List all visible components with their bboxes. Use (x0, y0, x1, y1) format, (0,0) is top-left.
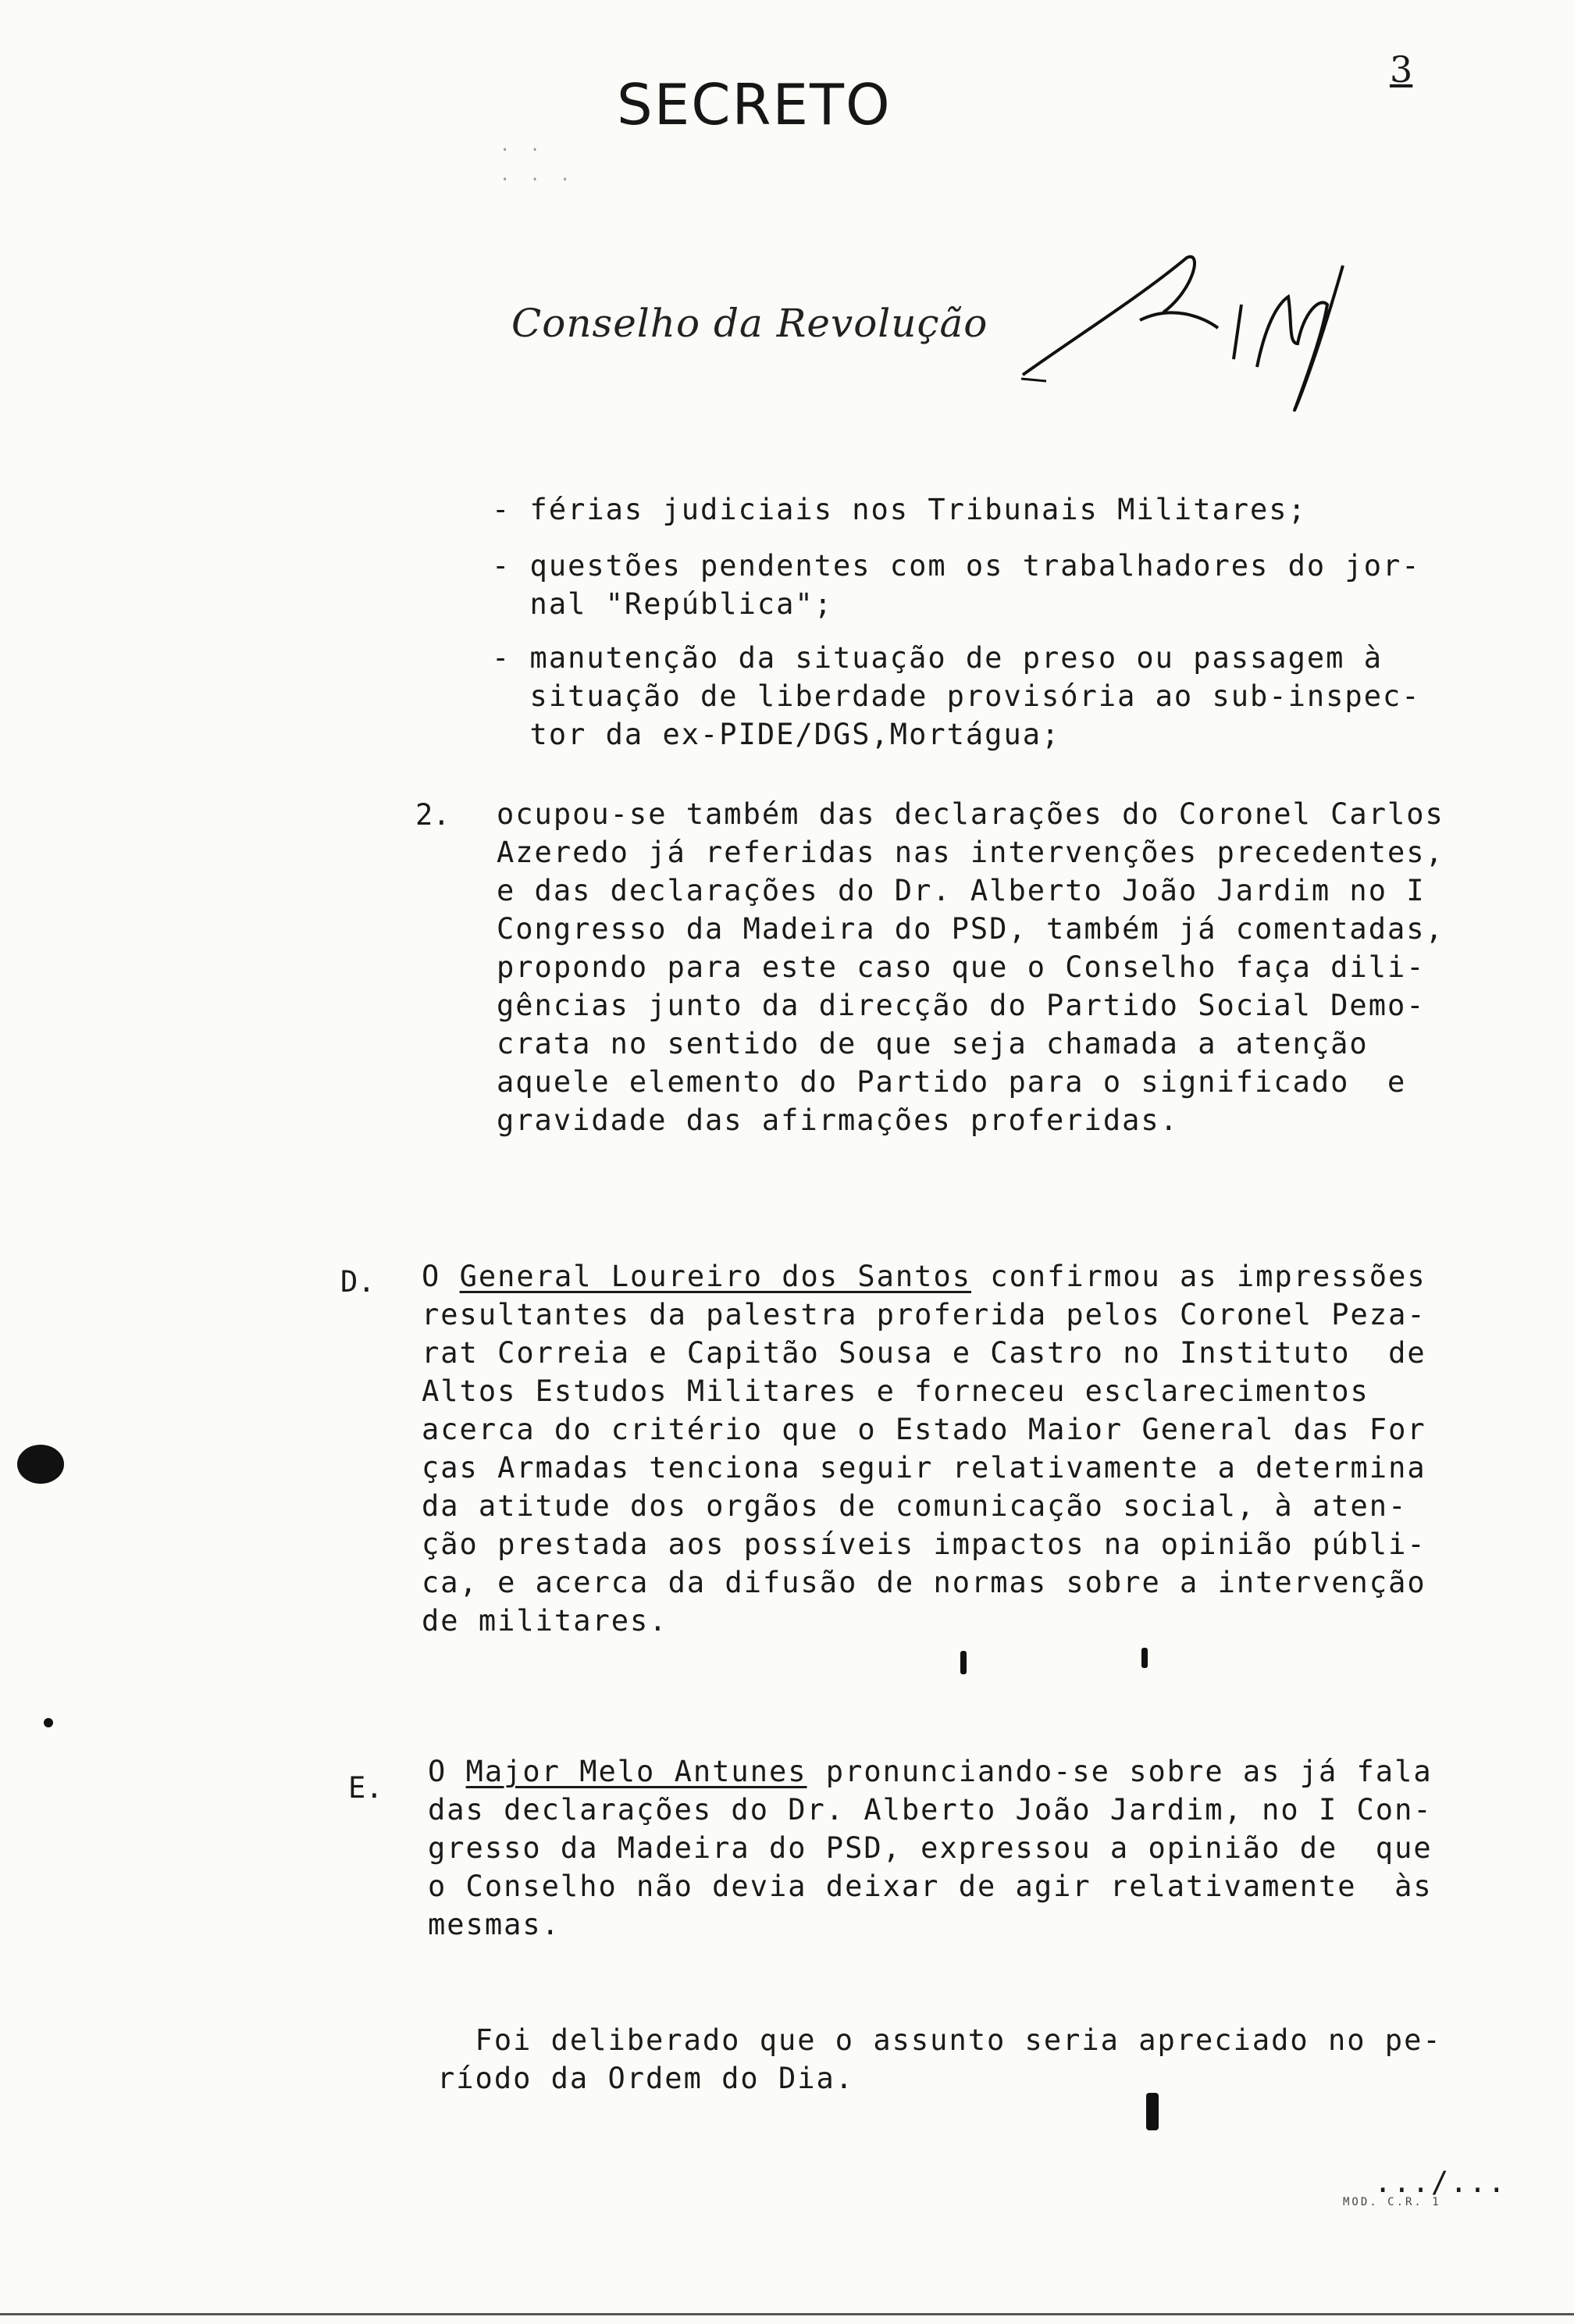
page-bottom-rule (0, 2313, 1574, 2315)
secreto-stamp: SECRETO (617, 72, 892, 137)
deliberation-paragraph: Foi deliberado que o assunto seria apreciado no pe- ríodo da Ordem do Dia. (437, 2023, 1442, 2095)
stamp-faint-line-2: · · · (500, 170, 575, 190)
continuation-mark: .../... (1374, 2165, 1507, 2199)
item-number: 2. (415, 798, 450, 832)
scan-speck (1146, 2093, 1159, 2130)
section-e-first-rest: pronunciando-se sobre as já fala (807, 1755, 1433, 1788)
speaker-name: General Loureiro dos Santos (459, 1260, 972, 1293)
letterhead-title: Conselho da Revolução (511, 301, 988, 346)
bullet-item: - férias judiciais nos Tribunais Militares; (492, 493, 1307, 526)
section-letter-d: D. (340, 1265, 376, 1299)
bullet-item: - questões pendentes com os trabalhadores do jor- nal "República"; (492, 549, 1421, 621)
section-d-prefix: O (422, 1260, 460, 1293)
scan-speck (1141, 1648, 1148, 1668)
speaker-name: Major Melo Antunes (465, 1755, 807, 1788)
section-letter-e: E. (348, 1771, 383, 1805)
section-e-prefix: O (428, 1755, 466, 1788)
form-code: MOD. C.R. 1 (1343, 2196, 1441, 2208)
item-2-paragraph: ocupou-se também das declarações do Coronel Carlos Azeredo já referidas nas intervenções precedentes, e das declarações do Dr. Alberto João Jardim no I Congresso da Madeira do PSD, também já comentadas, propondo para este caso que o Conselho faça dili- gências junto da direcção do Partido Social Demo- crata no sentido de que seja chamada a atenção aquele elemento do Partido para o significado e gravidade das afirmações proferidas. (497, 797, 1444, 1137)
section-d-first-line (422, 1257, 1426, 1296)
section-d-paragraph: resultantes da palestra proferida pelos Coronel Peza- rat Correia e Capitão Sousa e Castro no Instituto de Altos Estudos Militares e forneceu esclarecimentos acerca do critério que o Estado Maior General das For ças Armadas tenciona seguir relativamente a determina da atitude dos orgãos de comunicação social, à aten- ção prestada aos possíveis impactos na opinião públi- ca, e acerca da difusão de normas sobre a intervenção de militares. (422, 1298, 1426, 1638)
section-e-first-line (428, 1752, 1433, 1791)
handwritten-signature (1007, 242, 1382, 437)
scan-speck (960, 1651, 967, 1674)
page-number: 3 (1390, 48, 1413, 91)
section-d-first-rest: confirmou as impressões (971, 1260, 1426, 1293)
stamp-faint-line: · · (500, 141, 545, 160)
scan-speck (44, 1718, 53, 1727)
punch-hole-mark (17, 1445, 64, 1484)
bullet-item: - manutenção da situação de preso ou passagem à situação de liberdade provisória ao sub-inspec- tor da ex-PIDE/DGS,Mortágua; (492, 641, 1421, 751)
section-e-paragraph: das declarações do Dr. Alberto João Jardim, no I Con- gresso da Madeira do PSD, expressou a opinião de que o Conselho não devia deixar de agir relativamente às mesmas. (428, 1793, 1433, 1941)
